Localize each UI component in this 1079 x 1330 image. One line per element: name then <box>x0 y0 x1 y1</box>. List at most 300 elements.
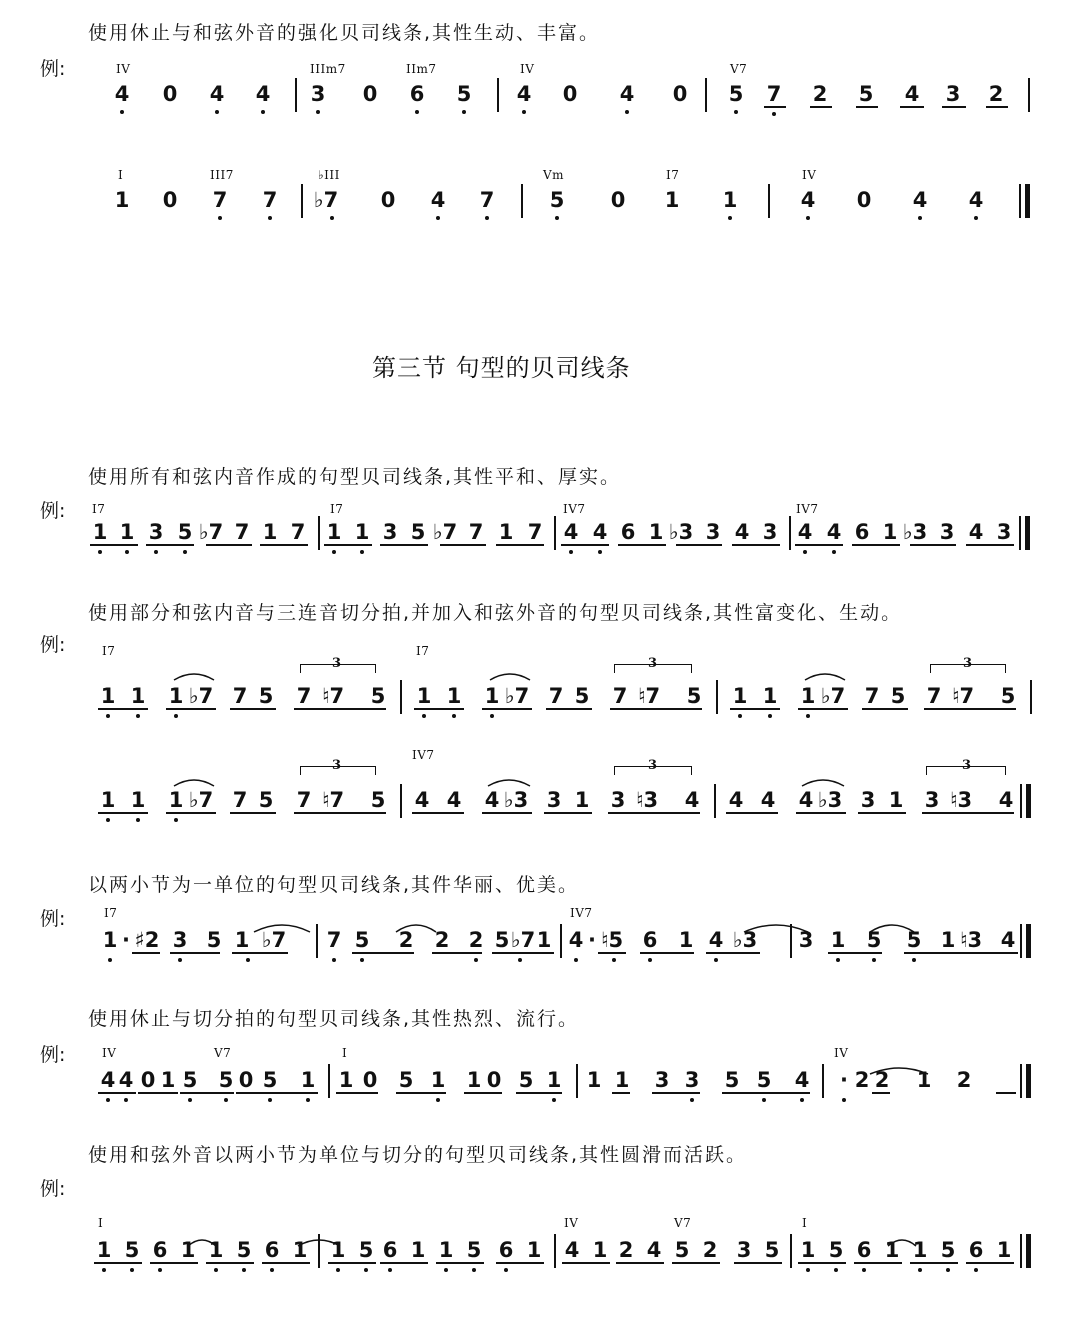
note: ♮3 <box>949 788 973 812</box>
section-title: 第三节 句型的贝司线条 <box>372 354 631 382</box>
note: ♮7 <box>321 788 345 812</box>
note: ♭3 <box>902 520 928 544</box>
note: ♭7 <box>198 520 224 544</box>
note: 1 <box>102 928 118 952</box>
note: 5 <box>549 188 565 212</box>
note: 5 <box>1000 684 1016 708</box>
note: 7 <box>290 520 306 544</box>
triplet-number: 3 <box>648 656 658 671</box>
note: 2 <box>702 1238 718 1262</box>
note: 1 <box>996 1238 1012 1262</box>
eighth-underline <box>798 708 848 710</box>
note: 3 <box>705 520 721 544</box>
eighth-underline <box>854 1262 902 1264</box>
low-octave-dot <box>106 714 110 718</box>
note: 3 <box>546 788 562 812</box>
tie-arc <box>800 774 846 788</box>
note: 3 <box>654 1068 670 1092</box>
low-octave-dot <box>598 550 602 554</box>
eighth-underline <box>262 1262 310 1264</box>
chord-symbol: I <box>342 1046 348 1060</box>
chord-symbol: IV <box>802 168 817 182</box>
note: 4 <box>734 520 750 544</box>
barline <box>1030 680 1032 714</box>
low-octave-dot <box>474 958 478 962</box>
note: 6 <box>152 1238 168 1262</box>
note: 3 <box>610 788 626 812</box>
note: ♭3 <box>668 520 694 544</box>
barline <box>497 78 499 112</box>
tie-arc <box>803 668 847 682</box>
note: 0 <box>856 188 872 212</box>
low-octave-dot <box>330 216 334 220</box>
note: 4 <box>998 788 1014 812</box>
eighth-underline <box>676 544 722 546</box>
low-octave-dot <box>306 1098 310 1102</box>
note: 5 <box>124 1238 140 1262</box>
triplet-number: 3 <box>963 656 973 671</box>
note: 7 <box>232 788 248 812</box>
note: 5 <box>906 928 922 952</box>
example-label: 例: <box>40 634 66 656</box>
note: 1 <box>732 684 748 708</box>
note: 1 <box>416 684 432 708</box>
chord-symbol: IV <box>116 62 131 76</box>
note: ♮5 <box>600 928 624 952</box>
chord-symbol: IIm7 <box>406 62 437 76</box>
eighth-underline <box>294 812 386 814</box>
note: 4 <box>912 188 928 212</box>
note: 4 <box>118 1068 134 1092</box>
example-2-row-1 <box>0 642 1079 722</box>
note: 0 <box>362 82 378 106</box>
note: 3 <box>996 520 1012 544</box>
note: 5 <box>828 1238 844 1262</box>
note: 0 <box>362 1068 378 1092</box>
example-label: 例: <box>40 58 66 80</box>
note: 4 <box>800 188 816 212</box>
note: 3 <box>924 788 940 812</box>
final-barline-thick <box>1025 184 1030 218</box>
chord-symbol: III7 <box>210 168 234 182</box>
note: 1 <box>100 788 116 812</box>
note: 5 <box>494 928 510 952</box>
note: 4 <box>798 788 814 812</box>
note: 4 <box>414 788 430 812</box>
eighth-underline <box>132 952 160 954</box>
note: ♭7 <box>313 188 339 212</box>
note: 1 <box>160 1068 176 1092</box>
tie-arc <box>486 774 532 788</box>
note: 1 <box>208 1238 224 1262</box>
low-octave-dot <box>518 958 522 962</box>
eighth-underline <box>232 952 288 954</box>
final-barline-thick <box>1026 924 1031 958</box>
note: · <box>588 928 596 952</box>
eighth-underline <box>482 708 532 710</box>
barline <box>554 516 556 550</box>
note: 1 <box>292 1238 308 1262</box>
low-octave-dot <box>158 1268 162 1272</box>
note: 4 <box>592 520 608 544</box>
eighth-underline <box>922 812 1014 814</box>
note: ♮3 <box>959 928 983 952</box>
triplet-number: 3 <box>332 656 342 671</box>
low-octave-dot <box>136 714 140 718</box>
low-octave-dot <box>125 550 129 554</box>
top-intro-text: 使用休止与和弦外音的强化贝司线条,其性生动、丰富。 <box>88 22 601 44</box>
final-barline-thin <box>1020 1064 1022 1098</box>
note: 1 <box>234 928 250 952</box>
note: 4 <box>968 188 984 212</box>
note: 3 <box>860 788 876 812</box>
eighth-underline <box>432 952 482 954</box>
eighth-underline <box>730 708 780 710</box>
chord-symbol: I7 <box>330 502 344 516</box>
note: 2 <box>956 1068 972 1092</box>
chord-symbol: IV7 <box>563 502 586 516</box>
low-octave-dot <box>436 1098 440 1102</box>
barline <box>768 184 770 218</box>
low-octave-dot <box>268 216 272 220</box>
low-octave-dot <box>102 1268 106 1272</box>
note: 7 <box>468 520 484 544</box>
low-octave-dot <box>108 958 112 962</box>
eighth-underline <box>904 952 956 954</box>
eighth-underline <box>206 1262 254 1264</box>
triplet-number: 3 <box>332 758 342 773</box>
eighth-underline <box>910 1262 958 1264</box>
note: ♭7 <box>432 520 458 544</box>
chord-symbol: IV <box>564 1216 579 1230</box>
example-4-intro: 使用休止与切分拍的句型贝司线条,其性热烈、流行。 <box>88 1008 580 1030</box>
barline <box>328 1064 330 1098</box>
eighth-underline <box>440 544 486 546</box>
eighth-underline <box>966 1262 1014 1264</box>
eighth-underline <box>150 1262 198 1264</box>
note: 6 <box>856 1238 872 1262</box>
low-octave-dot <box>569 550 573 554</box>
low-octave-dot <box>714 958 718 962</box>
low-octave-dot <box>485 216 489 220</box>
barline <box>1028 78 1030 112</box>
eighth-underline <box>206 544 252 546</box>
low-octave-dot <box>862 1268 866 1272</box>
note: 4 <box>797 520 813 544</box>
low-octave-dot <box>106 818 110 822</box>
low-octave-dot <box>555 216 559 220</box>
eighth-underline <box>414 708 464 710</box>
low-octave-dot <box>388 1268 392 1272</box>
eighth-underline <box>482 812 532 814</box>
final-barline-thick <box>1026 784 1031 818</box>
eighth-underline <box>561 544 609 546</box>
low-octave-dot <box>214 1268 218 1272</box>
note: 1 <box>574 788 590 812</box>
note: 1 <box>410 1238 426 1262</box>
low-octave-dot <box>734 110 738 114</box>
note: 2 <box>854 1068 870 1092</box>
note: 4 <box>516 82 532 106</box>
note: 4 <box>1000 928 1016 952</box>
note: 3 <box>310 82 326 106</box>
eighth-underline <box>396 1092 446 1094</box>
note: 1 <box>800 684 816 708</box>
note: ♭7 <box>510 928 536 952</box>
low-octave-dot <box>803 550 807 554</box>
note: 4 <box>209 82 225 106</box>
chord-symbol: I7 <box>416 644 430 658</box>
eighth-underline <box>672 1262 720 1264</box>
example-1-row <box>0 500 1079 560</box>
eighth-underline <box>612 1092 630 1094</box>
low-octave-dot <box>130 1268 134 1272</box>
note: 1 <box>536 928 552 952</box>
low-octave-dot <box>872 958 876 962</box>
low-octave-dot <box>768 714 772 718</box>
note: 6 <box>854 520 870 544</box>
eighth-underline <box>562 1262 610 1264</box>
eighth-underline <box>412 812 464 814</box>
eighth-underline <box>610 708 702 710</box>
note: 5 <box>866 928 882 952</box>
low-octave-dot <box>552 1098 556 1102</box>
low-octave-dot <box>918 1268 922 1272</box>
chord-symbol: I <box>118 168 124 182</box>
eighth-underline <box>352 952 414 954</box>
chord-symbol: I7 <box>102 644 116 658</box>
note: ♮3 <box>635 788 659 812</box>
note: 1 <box>830 928 846 952</box>
low-octave-dot <box>178 958 182 962</box>
eighth-underline <box>236 1092 318 1094</box>
eighth-underline <box>706 952 760 954</box>
note: 1 <box>92 520 108 544</box>
low-octave-dot <box>574 958 578 962</box>
eighth-underline <box>492 952 554 954</box>
note: 5 <box>370 788 386 812</box>
eighth-underline <box>732 544 780 546</box>
note: ♭3 <box>732 928 758 952</box>
note: 1 <box>130 684 146 708</box>
chord-symbol: V7 <box>674 1216 692 1230</box>
low-octave-dot <box>772 112 776 116</box>
note: 5 <box>764 1238 780 1262</box>
eighth-underline <box>170 952 220 954</box>
note: 1 <box>484 684 500 708</box>
low-octave-dot <box>364 1268 368 1272</box>
note: 4 <box>114 82 130 106</box>
note: ♭3 <box>503 788 529 812</box>
example-3-intro: 以两小节为一单位的句型贝司线条,其件华丽、优美。 <box>88 874 580 896</box>
eighth-underline <box>294 708 386 710</box>
barline <box>318 516 320 550</box>
barline <box>576 1064 578 1098</box>
note: 1 <box>168 788 184 812</box>
note: ♯2 <box>134 928 160 952</box>
note: 4 <box>826 520 842 544</box>
low-octave-dot <box>106 1098 110 1102</box>
note: 0 <box>238 1068 254 1092</box>
example-label: 例: <box>40 1044 66 1066</box>
note: ♭7 <box>261 928 287 952</box>
note: · <box>122 928 130 952</box>
barline <box>789 516 791 550</box>
eighth-underline <box>810 106 832 108</box>
note: 2 <box>618 1238 634 1262</box>
note: 4 <box>684 788 700 812</box>
low-octave-dot <box>974 1268 978 1272</box>
barline <box>400 680 402 714</box>
note: ♭3 <box>817 788 843 812</box>
low-octave-dot <box>224 1098 228 1102</box>
low-octave-dot <box>174 714 178 718</box>
eighth-underline <box>764 106 786 108</box>
barline <box>716 680 718 714</box>
low-octave-dot <box>648 958 652 962</box>
note: 4 <box>708 928 724 952</box>
eighth-underline <box>230 708 276 710</box>
note: 0 <box>162 188 178 212</box>
note: 7 <box>527 520 543 544</box>
barline <box>554 1234 556 1268</box>
eighth-underline <box>924 708 1016 710</box>
note: 1 <box>762 684 778 708</box>
eighth-underline <box>722 1092 810 1094</box>
chord-symbol: Vm <box>543 168 565 182</box>
low-octave-dot <box>836 958 840 962</box>
note: 1 <box>130 788 146 812</box>
note: 5 <box>574 684 590 708</box>
note: 2 <box>988 82 1004 106</box>
note: ♮7 <box>637 684 661 708</box>
note: 1 <box>888 788 904 812</box>
note: 1 <box>430 1068 446 1092</box>
note: 3 <box>762 520 778 544</box>
note: 6 <box>264 1238 280 1262</box>
eighth-underline <box>798 1262 846 1264</box>
example-3-row <box>0 904 1079 970</box>
chord-symbol: I <box>802 1216 808 1230</box>
top-row-2 <box>0 166 1079 226</box>
note: 4 <box>446 788 462 812</box>
low-octave-dot <box>336 1268 340 1272</box>
note: 1 <box>168 684 184 708</box>
note: 5 <box>262 1068 278 1092</box>
eighth-underline <box>616 1262 664 1264</box>
low-octave-dot <box>444 1268 448 1272</box>
barline <box>560 924 562 958</box>
note: 2 <box>398 928 414 952</box>
note: 1 <box>466 1068 482 1092</box>
note: 4 <box>794 1068 810 1092</box>
barline <box>318 1234 320 1268</box>
low-octave-dot <box>415 110 419 114</box>
low-octave-dot <box>946 1268 950 1272</box>
eighth-underline <box>734 1262 782 1264</box>
note: 1 <box>722 188 738 212</box>
note: 6 <box>968 1238 984 1262</box>
low-octave-dot <box>215 110 219 114</box>
low-octave-dot <box>246 958 250 962</box>
eighth-underline <box>546 708 592 710</box>
note: 1 <box>678 928 694 952</box>
eighth-underline <box>872 1092 890 1094</box>
eighth-underline <box>260 544 308 546</box>
note: ♭7 <box>820 684 846 708</box>
eighth-underline <box>856 106 878 108</box>
eighth-underline <box>146 544 194 546</box>
note: 5 <box>370 684 386 708</box>
note: 4 <box>904 82 920 106</box>
note: 1 <box>326 520 342 544</box>
final-barline-thin <box>1020 784 1022 818</box>
example-4-row <box>0 1044 1079 1110</box>
note: 5 <box>674 1238 690 1262</box>
barline <box>705 78 707 112</box>
low-octave-dot <box>136 818 140 822</box>
barline <box>316 924 318 958</box>
note: 7 <box>864 684 880 708</box>
chord-symbol: V7 <box>214 1046 232 1060</box>
note: 5 <box>686 684 702 708</box>
eighth-underline <box>828 952 882 954</box>
note: ♭7 <box>504 684 530 708</box>
example-label: 例: <box>40 1178 66 1200</box>
note: 3 <box>382 520 398 544</box>
note: 1 <box>354 520 370 544</box>
low-octave-dot <box>154 550 158 554</box>
note: 1 <box>119 520 135 544</box>
note: 1 <box>648 520 664 544</box>
note: 7 <box>766 82 782 106</box>
low-octave-dot <box>974 216 978 220</box>
low-octave-dot <box>436 216 440 220</box>
low-octave-dot <box>188 1098 192 1102</box>
low-octave-dot <box>762 1098 766 1102</box>
note: 1 <box>180 1238 196 1262</box>
eighth-underline <box>608 812 700 814</box>
note: 3 <box>798 928 814 952</box>
note: 1 <box>262 520 278 544</box>
low-octave-dot <box>800 1098 804 1102</box>
note: ♮7 <box>951 684 975 708</box>
note: 3 <box>736 1238 752 1262</box>
note: ♮7 <box>321 684 345 708</box>
barline <box>521 184 523 218</box>
low-octave-dot <box>738 714 742 718</box>
note: 5 <box>410 520 426 544</box>
chord-symbol: IV <box>520 62 535 76</box>
note: 4 <box>563 520 579 544</box>
final-barline-thick <box>1025 516 1030 550</box>
note: 5 <box>354 928 370 952</box>
note: 1 <box>586 1068 602 1092</box>
note: 1 <box>940 928 956 952</box>
low-octave-dot <box>360 550 364 554</box>
low-octave-dot <box>842 1098 846 1102</box>
eighth-underline <box>98 708 148 710</box>
eighth-underline <box>336 1092 378 1094</box>
note: 4 <box>430 188 446 212</box>
eighth-underline <box>180 1092 234 1094</box>
example-label: 例: <box>40 908 66 930</box>
note: 1 <box>916 1068 932 1092</box>
note: ♭7 <box>188 788 214 812</box>
barline <box>295 78 297 112</box>
barline <box>822 1064 824 1098</box>
low-octave-dot <box>625 110 629 114</box>
